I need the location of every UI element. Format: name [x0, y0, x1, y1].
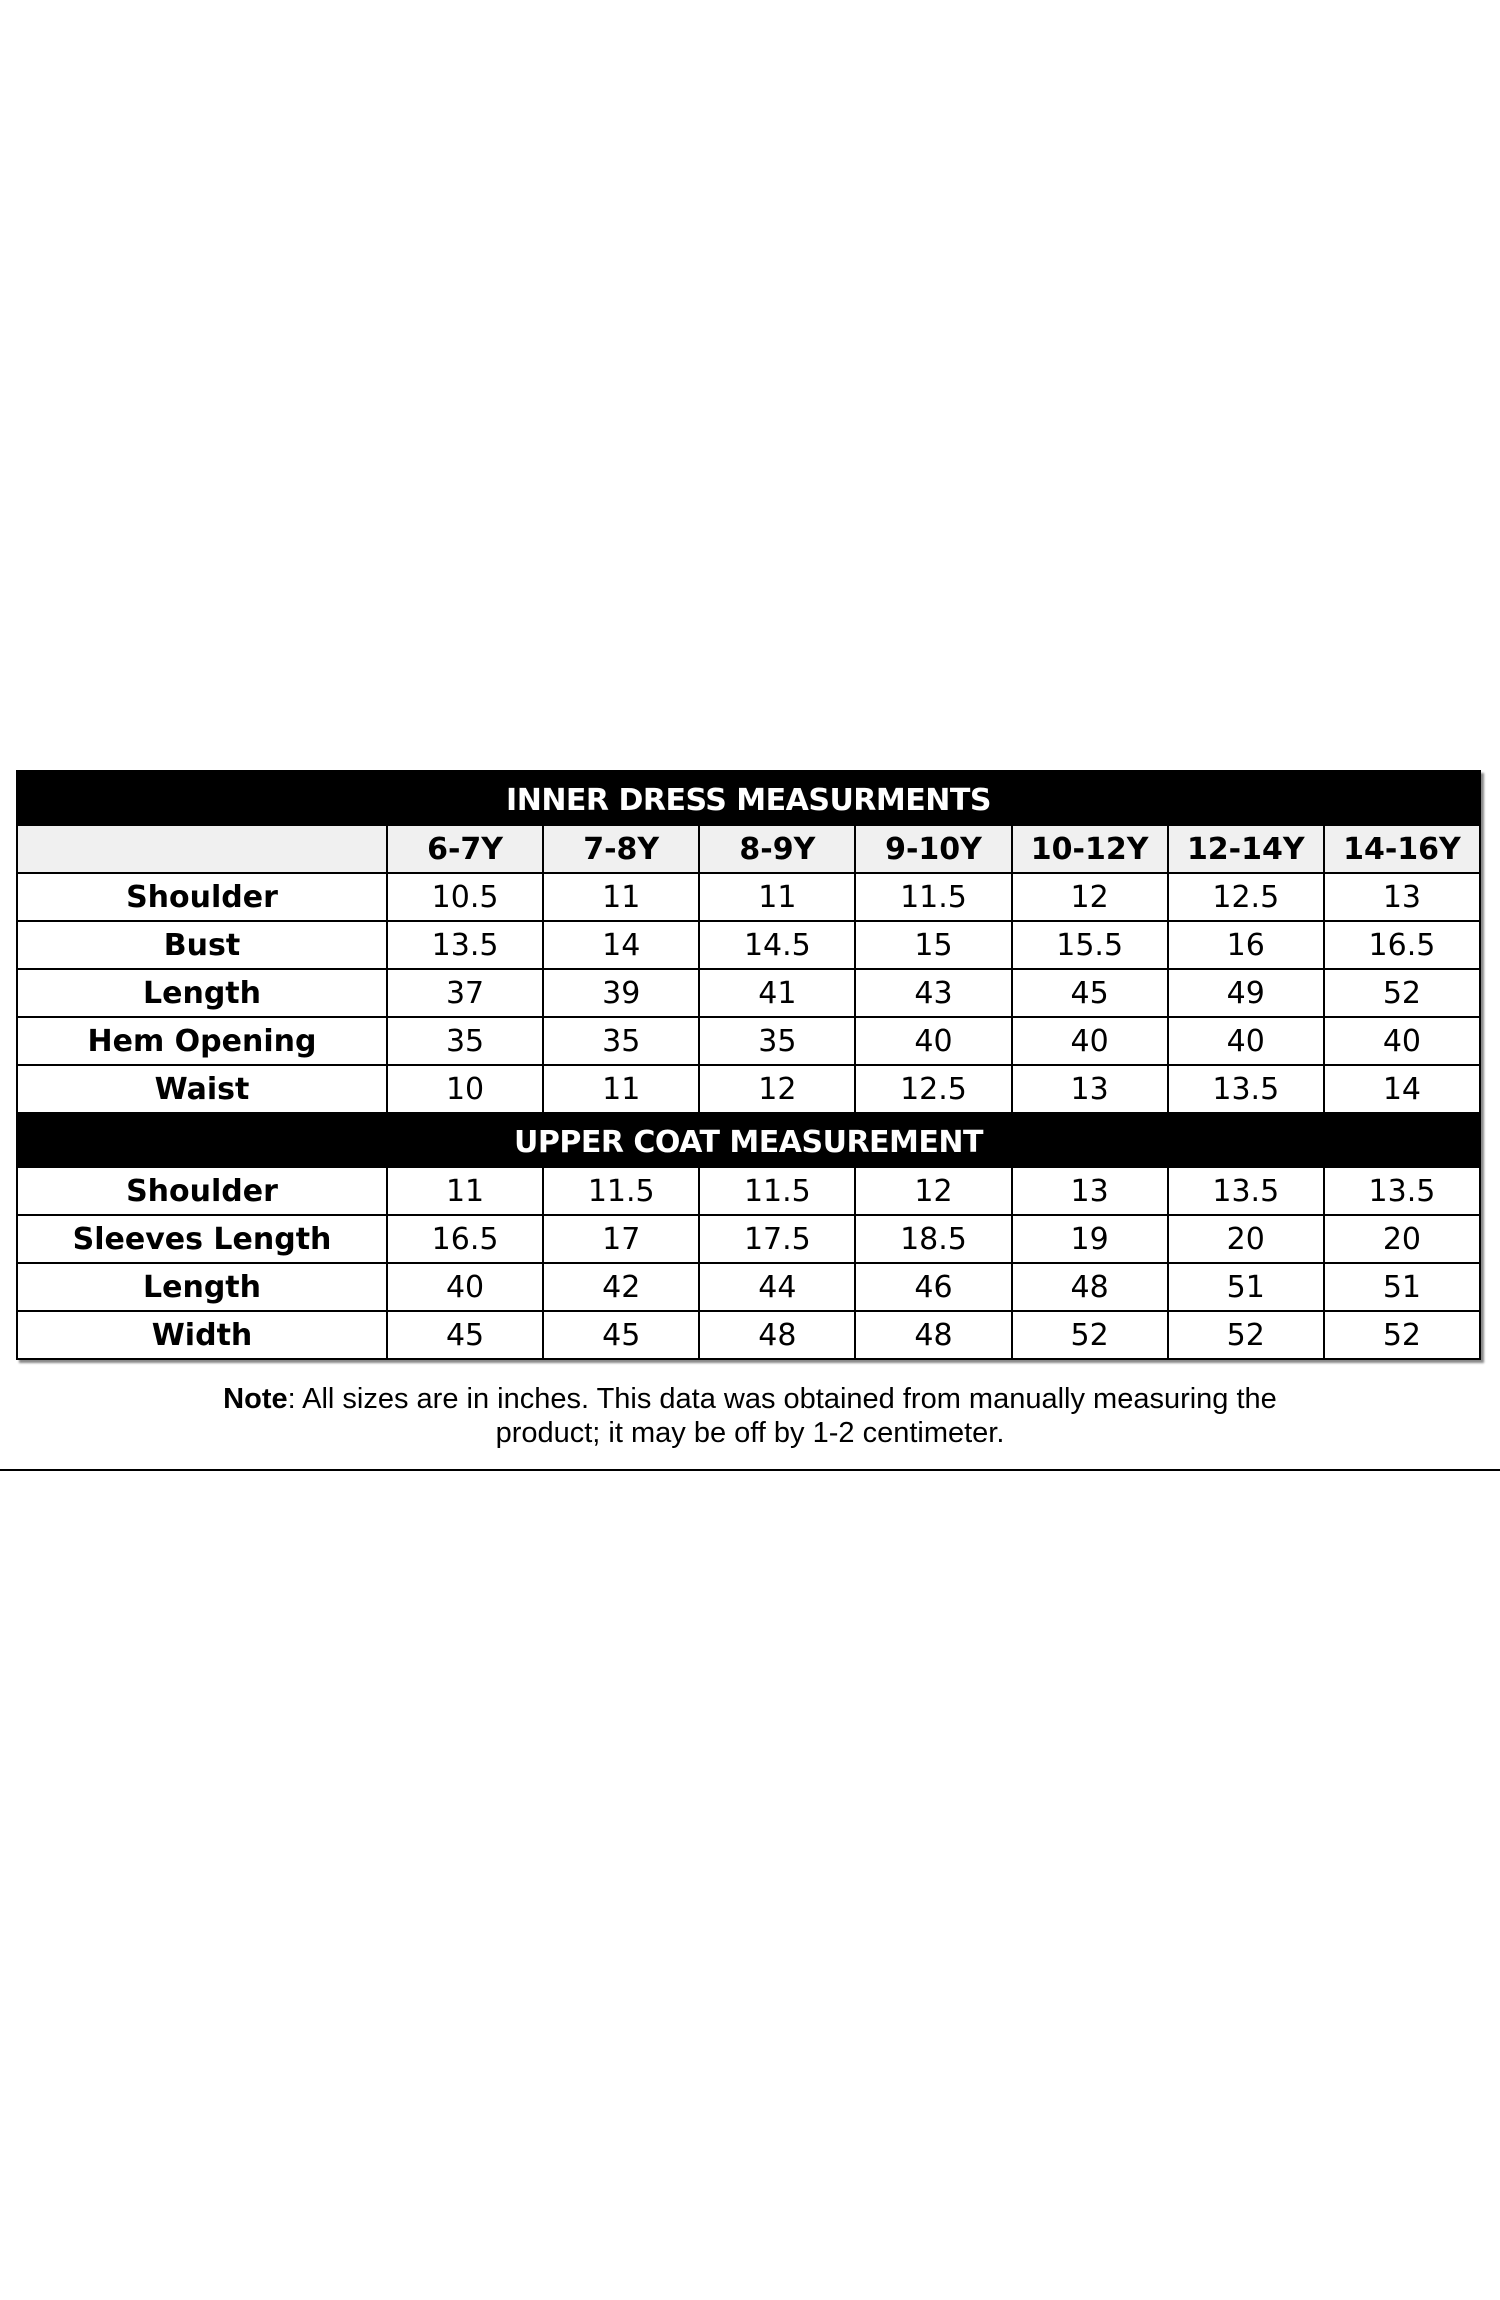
upper-coat-row	[17, 1311, 1480, 1359]
measurement-label: Hem Opening	[17, 1017, 387, 1065]
measurement-value: 14.5	[699, 921, 855, 969]
inner-dress-row	[17, 1017, 1480, 1065]
measurement-value: 12	[699, 1065, 855, 1113]
measurement-value: 15.5	[1012, 921, 1168, 969]
measurement-note	[0, 1382, 1500, 1450]
measurement-value: 11.5	[855, 873, 1011, 921]
measurement-value: 49	[1168, 969, 1324, 1017]
size-header-blank-cell	[17, 825, 387, 873]
measurement-value: 45	[387, 1311, 543, 1359]
measurement-value: 48	[855, 1311, 1011, 1359]
measurement-value: 13.5	[1324, 1167, 1480, 1215]
measurement-label: Bust	[17, 921, 387, 969]
measurement-value: 51	[1168, 1263, 1324, 1311]
inner-dress-row	[17, 873, 1480, 921]
measurement-value: 13	[1324, 873, 1480, 921]
measurement-value: 37	[387, 969, 543, 1017]
divider-line	[0, 1469, 1500, 1471]
size-chart-table	[16, 770, 1481, 1360]
inner-dress-title: INNER DRESS MEASURMENTS	[17, 771, 1480, 825]
measurement-value: 19	[1012, 1215, 1168, 1263]
size-header-cell: 9-10Y	[855, 825, 1011, 873]
measurement-value: 52	[1324, 1311, 1480, 1359]
measurement-value: 10	[387, 1065, 543, 1113]
measurement-value: 14	[543, 921, 699, 969]
note-text-line-1: : All sizes are in inches. This data was obtained from manually measuring the	[287, 1383, 1277, 1415]
measurement-value: 16.5	[387, 1215, 543, 1263]
measurement-value: 45	[543, 1311, 699, 1359]
measurement-value: 14	[1324, 1065, 1480, 1113]
measurement-value: 39	[543, 969, 699, 1017]
upper-coat-title: UPPER COAT MEASUREMENT	[17, 1113, 1480, 1167]
measurement-value: 48	[1012, 1263, 1168, 1311]
size-header-cell: 12-14Y	[1168, 825, 1324, 873]
measurement-value: 48	[699, 1311, 855, 1359]
upper-coat-row	[17, 1215, 1480, 1263]
measurement-value: 16	[1168, 921, 1324, 969]
measurement-value: 11	[543, 873, 699, 921]
size-header-cell: 6-7Y	[387, 825, 543, 873]
size-chart-body	[17, 771, 1480, 1359]
upper-coat-header-row	[17, 1113, 1480, 1167]
measurement-value: 10.5	[387, 873, 543, 921]
measurement-value: 42	[543, 1263, 699, 1311]
measurement-value: 51	[1324, 1263, 1480, 1311]
measurement-label: Shoulder	[17, 1167, 387, 1215]
measurement-label: Sleeves Length	[17, 1215, 387, 1263]
measurement-value: 52	[1012, 1311, 1168, 1359]
measurement-value: 12	[855, 1167, 1011, 1215]
size-header-cell: 10-12Y	[1012, 825, 1168, 873]
measurement-value: 13	[1012, 1167, 1168, 1215]
inner-dress-row	[17, 1065, 1480, 1113]
note-label: Note	[223, 1383, 288, 1415]
size-header-row	[17, 825, 1480, 873]
measurement-value: 13.5	[1168, 1065, 1324, 1113]
measurement-value: 20	[1324, 1215, 1480, 1263]
measurement-value: 40	[1012, 1017, 1168, 1065]
measurement-value: 13.5	[387, 921, 543, 969]
note-text-line-2: product; it may be off by 1-2 centimeter.	[495, 1417, 1005, 1449]
measurement-value: 45	[1012, 969, 1168, 1017]
size-header-cell: 8-9Y	[699, 825, 855, 873]
measurement-value: 20	[1168, 1215, 1324, 1263]
measurement-value: 43	[855, 969, 1011, 1017]
measurement-value: 41	[699, 969, 855, 1017]
measurement-label: Length	[17, 1263, 387, 1311]
measurement-value: 35	[543, 1017, 699, 1065]
measurement-value: 13.5	[1168, 1167, 1324, 1215]
measurement-value: 11.5	[699, 1167, 855, 1215]
measurement-value: 40	[1168, 1017, 1324, 1065]
measurement-value: 40	[855, 1017, 1011, 1065]
measurement-value: 40	[1324, 1017, 1480, 1065]
inner-dress-row	[17, 969, 1480, 1017]
measurement-value: 17.5	[699, 1215, 855, 1263]
upper-coat-row	[17, 1263, 1480, 1311]
measurement-label: Waist	[17, 1065, 387, 1113]
size-header-cell: 14-16Y	[1324, 825, 1480, 873]
measurement-label: Width	[17, 1311, 387, 1359]
measurement-value: 35	[699, 1017, 855, 1065]
measurement-value: 18.5	[855, 1215, 1011, 1263]
measurement-value: 11	[543, 1065, 699, 1113]
measurement-value: 46	[855, 1263, 1011, 1311]
measurement-value: 17	[543, 1215, 699, 1263]
measurement-value: 13	[1012, 1065, 1168, 1113]
measurement-value: 11	[699, 873, 855, 921]
measurement-value: 12	[1012, 873, 1168, 921]
measurement-label: Length	[17, 969, 387, 1017]
measurement-label: Shoulder	[17, 873, 387, 921]
measurement-value: 52	[1324, 969, 1480, 1017]
measurement-value: 16.5	[1324, 921, 1480, 969]
inner-dress-header-row	[17, 771, 1480, 825]
measurement-value: 44	[699, 1263, 855, 1311]
measurement-value: 12.5	[1168, 873, 1324, 921]
measurement-value: 52	[1168, 1311, 1324, 1359]
inner-dress-row	[17, 921, 1480, 969]
upper-coat-row	[17, 1167, 1480, 1215]
measurement-value: 35	[387, 1017, 543, 1065]
measurement-value: 12.5	[855, 1065, 1011, 1113]
measurement-value: 11.5	[543, 1167, 699, 1215]
measurement-value: 40	[387, 1263, 543, 1311]
size-header-cell: 7-8Y	[543, 825, 699, 873]
measurement-value: 11	[387, 1167, 543, 1215]
measurement-value: 15	[855, 921, 1011, 969]
